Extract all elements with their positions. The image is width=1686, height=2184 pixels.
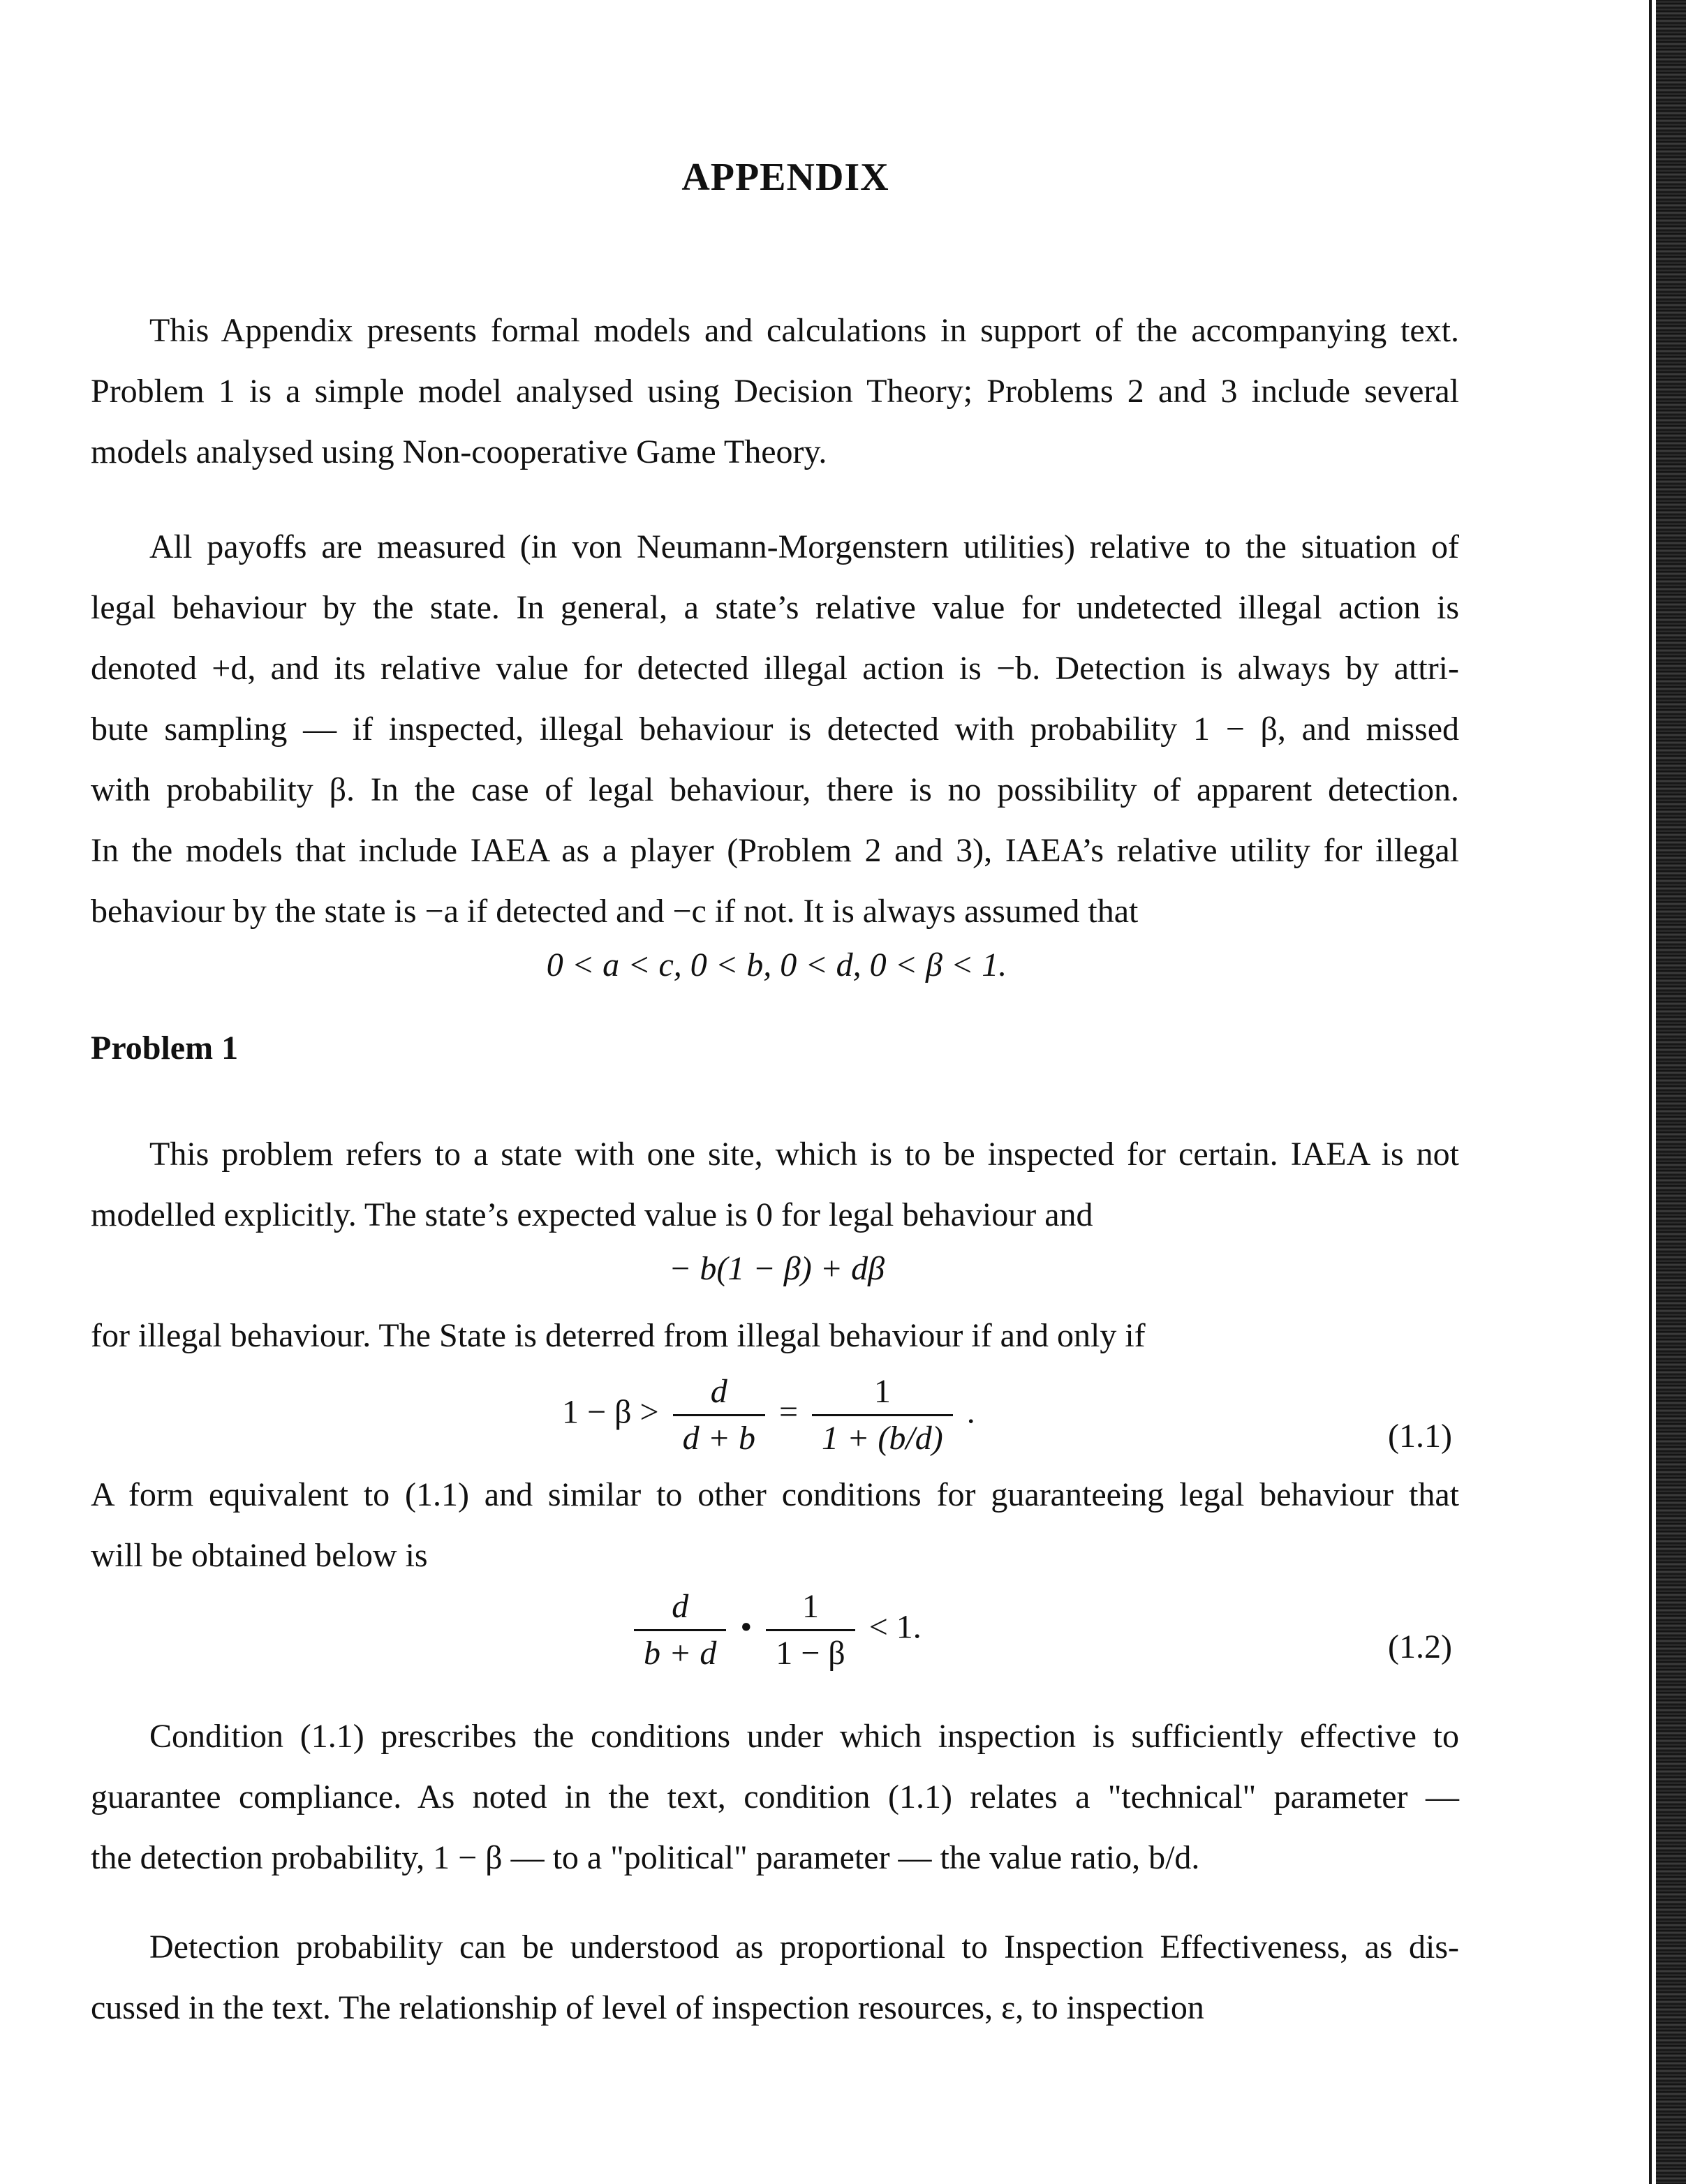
payoffs-line: legal behaviour by the state. In general, a state’s relative value for undetected illegal action is [91, 589, 1459, 626]
payoffs-paragraph [91, 517, 1459, 942]
eq12-frac1-denominator: b + d [644, 1635, 717, 1672]
eq12-rhs: < 1. [868, 1608, 922, 1646]
detection-line: Detection probability can be understood as proportional to Inspection Effectiveness, as dis- [149, 1929, 1459, 1966]
payoffs-line: denoted +d, and its relative value for detected illegal action is −b. Detection is always by attri- [91, 650, 1459, 687]
intro-line: models analysed using Non-cooperative Game Theory. [91, 433, 827, 470]
equation-1-2-number: (1.2) [1388, 1628, 1452, 1665]
intro-line: Problem 1 is a simple model analysed using Decision Theory; Problems 2 and 3 include several [91, 373, 1459, 410]
deterred-sentence [91, 1305, 1459, 1366]
condition-line: the detection probability, 1 − β — to a "political" parameter — the value ratio, b/d. [91, 1839, 1200, 1876]
scan-edge-border [1656, 0, 1686, 2184]
problem-1-heading: Problem 1 [91, 1030, 239, 1067]
eq12-dot: • [740, 1608, 753, 1646]
problem-1-intro [91, 1124, 1459, 1245]
payoffs-line: In the models that include IAEA as a player (Problem 2 and 3), IAEA’s relative utility for illegal [91, 832, 1459, 869]
detection-paragraph [91, 1917, 1459, 2038]
payoffs-line: bute sampling — if inspected, illegal behaviour is detected with probability 1 − β, and missed [91, 711, 1459, 748]
scan-edge-line [1649, 0, 1652, 2184]
equivalent-form-paragraph [91, 1464, 1459, 1586]
equivalent-form-line: will be obtained below is [91, 1537, 428, 1574]
eq11-frac2-numerator: 1 [812, 1369, 953, 1416]
page-title: APPENDIX [681, 156, 889, 199]
eq11-fraction-1 [673, 1369, 765, 1461]
eq12-frac2-denominator: 1 − β [776, 1635, 845, 1672]
payoffs-line: with probability β. In the case of legal behaviour, there is no possibility of apparent detection. [91, 771, 1459, 808]
eq11-fraction-2 [812, 1369, 953, 1461]
eq11-frac1-numerator: d [673, 1369, 765, 1416]
condition-line: guarantee compliance. As noted in the text, condition (1.1) relates a "technical" parameter — [91, 1778, 1459, 1815]
condition-line: Condition (1.1) prescribes the conditions under which inspection is sufficiently effective to [149, 1718, 1459, 1755]
equivalent-form-line: A form equivalent to (1.1) and similar to other conditions for guaranteeing legal behaviour that [91, 1476, 1459, 1513]
problem-1-line: This problem refers to a state with one site, which is to be inspected for certain. IAEA is not [149, 1136, 1459, 1173]
equation-1-2 [628, 1584, 922, 1676]
eq11-frac2-denominator: 1 + (b/d) [822, 1420, 943, 1457]
problem-1-line: modelled explicitly. The state’s expected value is 0 for legal behaviour and [91, 1196, 1093, 1233]
payoffs-line: All payoffs are measured (in von Neumann-Morgenstern utilities) relative to the situation of [149, 528, 1459, 565]
condition-paragraph [91, 1706, 1459, 1888]
equation-1-1 [562, 1369, 975, 1461]
eq11-frac1-denominator: d + b [682, 1420, 755, 1457]
eq12-frac1-numerator: d [634, 1584, 726, 1631]
eq11-equals: = [778, 1393, 799, 1431]
deterred-line: for illegal behaviour. The State is deterred from illegal behaviour if and only if [91, 1317, 1146, 1354]
equation-1-1-number: (1.1) [1388, 1418, 1452, 1455]
detection-line: cussed in the text. The relationship of level of inspection resources, ε, to inspection [91, 1989, 1204, 2026]
eq11-period: . [966, 1393, 975, 1431]
payoffs-line: behaviour by the state is −a if detected and −c if not. It is always assumed that [91, 893, 1139, 930]
intro-paragraph [91, 300, 1459, 482]
eq11-lhs: 1 − β > [562, 1393, 659, 1431]
eq12-frac2-numerator: 1 [766, 1584, 855, 1631]
assumption-formula: 0 < a < c, 0 < b, 0 < d, 0 < β < 1. [546, 946, 1007, 983]
intro-line: This Appendix presents formal models and calculations in support of the accompanying text. [149, 312, 1459, 349]
eq12-fraction-2 [766, 1584, 855, 1676]
expected-value-formula: − b(1 − β) + dβ [669, 1250, 885, 1287]
eq12-fraction-1 [634, 1584, 726, 1676]
